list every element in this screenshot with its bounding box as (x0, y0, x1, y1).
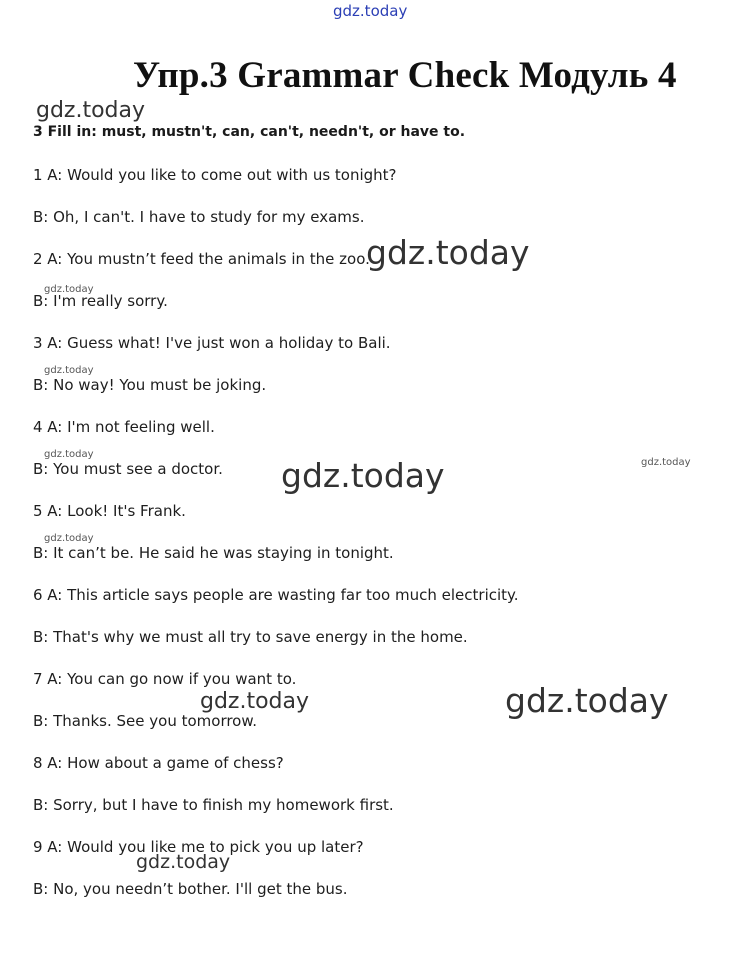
dialogue-line-3a: 3 A: Guess what! I've just won a holiday to Bali. (33, 334, 391, 352)
dialogue-line-8a: 8 A: How about a game of chess? (33, 754, 284, 772)
watermark: gdz.today (36, 98, 146, 123)
dialogue-line-6a: 6 A: This article says people are wasting far too much electricity. (33, 586, 519, 604)
watermark: gdz.today (281, 456, 445, 495)
watermark-top-link[interactable]: gdz.today (333, 2, 408, 20)
watermark: gdz.today (366, 233, 530, 272)
watermark: gdz.today (505, 681, 669, 720)
dialogue-line-7b: B: Thanks. See you tomorrow. (33, 712, 258, 730)
watermark: gdz.today (44, 284, 94, 295)
dialogue-line-7a: 7 A: You can go now if you want to. (33, 670, 297, 688)
dialogue-line-2a: 2 A: You mustn’t feed the animals in the zoo. (33, 250, 370, 268)
dialogue-line-9b: B: No, you needn’t bother. I'll get the bus. (33, 880, 348, 898)
watermark: gdz.today (44, 365, 94, 376)
dialogue-line-1a: 1 A: Would you like to come out with us tonight? (33, 166, 397, 184)
watermark: gdz.today (44, 533, 94, 544)
dialogue-line-8b: B: Sorry, but I have to finish my homework first. (33, 796, 394, 814)
dialogue-line-5b: B: It can’t be. He said he was staying in tonight. (33, 544, 394, 562)
dialogue-line-9a: 9 A: Would you like me to pick you up later? (33, 838, 364, 856)
watermark: gdz.today (200, 689, 310, 714)
dialogue-line-2b: B: I'm really sorry. (33, 292, 168, 310)
dialogue-line-4a: 4 A: I'm not feeling well. (33, 418, 215, 436)
dialogue-line-1b: B: Oh, I can't. I have to study for my exams. (33, 208, 365, 226)
dialogue-line-5a: 5 A: Look! It's Frank. (33, 502, 186, 520)
watermark: gdz.today (641, 457, 691, 468)
dialogue-line-6b: B: That's why we must all try to save energy in the home. (33, 628, 468, 646)
dialogue-line-4b: B: You must see a doctor. (33, 460, 223, 478)
exercise-instruction: 3 Fill in: must, mustn't, can, can't, needn't, or have to. (33, 124, 466, 140)
watermark: gdz.today (44, 449, 94, 460)
dialogue-line-3b: B: No way! You must be joking. (33, 376, 267, 394)
page-title: Упр.3 Grammar Check Модуль 4 (133, 55, 677, 96)
watermark: gdz.today (136, 851, 231, 873)
